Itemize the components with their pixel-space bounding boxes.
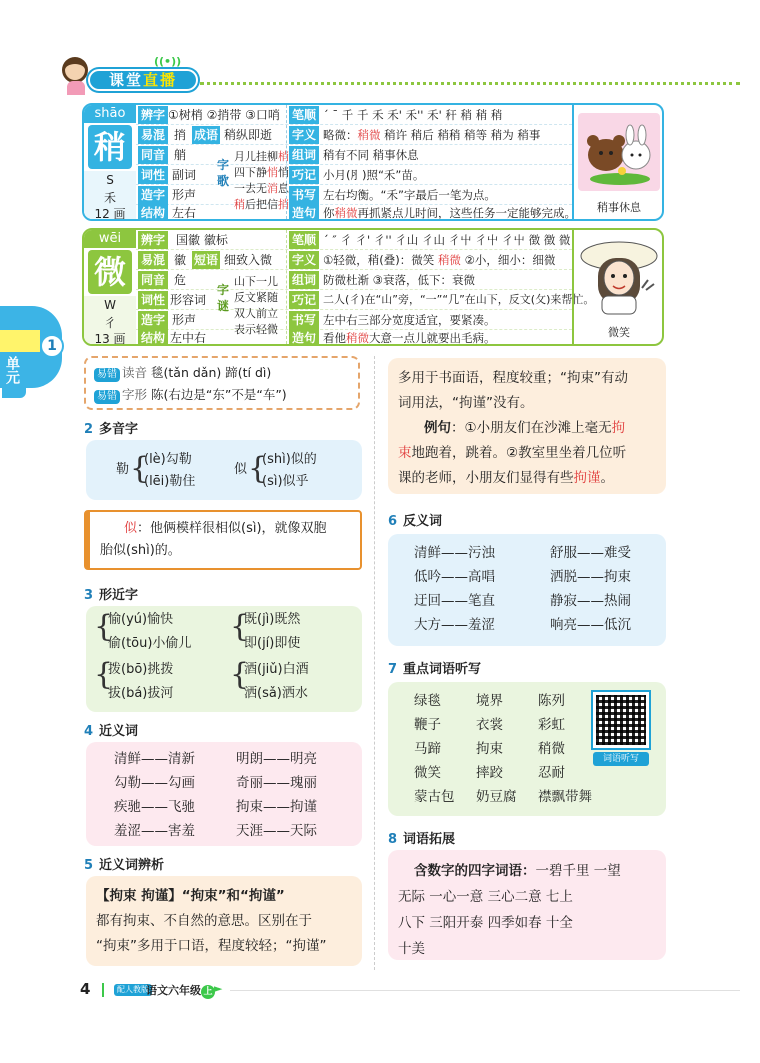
common-mistakes-box [84,356,360,410]
qiaoji-value: 小月(⺼)照“禾”苗。 [323,168,425,182]
label-tongyin: 同音 [138,271,168,289]
zige-line-4: 稍后把信捎 [234,198,289,211]
label-ziyi: 字义 [289,126,319,144]
label-bianzi: 辨字 [138,231,168,249]
tip-character-form: 易错 字形 陈(右边是“东”不是“车”) [94,384,350,406]
example-line: 束地跑着，跳着。②教室里坐着几位听 [398,445,627,461]
publisher-badge: 配人教版 [114,984,152,996]
ziyi-value: ①轻微，稍(叠)：微笑 稍微 ②小，细小：细微 [323,253,556,267]
zige-line-1: 月儿挂柳梢 [234,150,289,163]
synonym-pair: 清鲜——清新 [114,751,195,767]
big-character: 稍 [88,125,132,169]
label-zaoju: 造句 [289,329,319,346]
similar-char-item: 即(jí)即使 [244,636,301,651]
dictation-word: 陈列 [538,693,565,709]
polyphonic-reading: (shì)似的 [262,452,317,467]
label-yixie: 易混 [138,251,168,269]
dictation-word: 摔跤 [476,765,503,781]
brace-icon: { [94,657,114,692]
side-tab-stripe [0,330,40,352]
cixing-value: 形容词 [170,293,207,307]
tongyin-value: 艄 [174,148,187,162]
brace-icon: { [230,657,250,692]
zimi-line-2: 反文紧随 [234,291,278,304]
jiegou-value: 左中右 [170,331,207,345]
similar-char-item: 既(jì)既然 [244,612,301,627]
section-title-tuozhan: 8 词语拓展 [388,832,456,847]
antonym-pair: 迂回——笔直 [414,593,495,609]
header-divider [200,82,740,85]
example-line: 课的老师，小朋友们显得有些拘谨。 [398,470,614,486]
brace-icon: { [230,609,250,644]
dictation-word: 绿毯 [414,693,441,709]
dictation-box [388,682,666,816]
analysis-line: “拘束”多用于口语，程度较轻；“拘谨” [96,938,327,954]
broadcast-signal-icon: ((•)) [154,55,182,68]
similar-chars-box [86,606,362,712]
similar-char-item: 愉(yú)愉快 [108,612,174,627]
brace-icon: { [248,451,268,486]
label-zaozi: 造字 [138,311,168,329]
radical: 禾 [84,189,136,207]
synonym-pair: 奇丽——瑰丽 [236,775,317,791]
synonym-pair: 羞涩——害羞 [114,823,195,839]
chengyu-value: 稍纵即逝 [224,128,273,142]
zaozi-value: 形声 [172,188,197,202]
section-title-tingxie: 7 重点词语听写 [388,662,482,677]
polyphonic-char-1: 勒 [116,462,130,477]
illustration-caption: 微笑 [608,326,630,339]
zuci-value: 防微杜渐 ③衰落，低下：衰微 [323,273,475,287]
dictation-word: 衣裳 [476,717,503,733]
section-title-bianxi: 5 近义词辨析 [84,858,165,873]
synonym-analysis-box [86,876,362,966]
yixie-value: 捎 [174,128,187,142]
label-zaoju: 造句 [289,204,319,221]
footer-line [230,990,740,991]
label-cixing: 词性 [138,166,168,184]
polyphonic-box [86,440,362,500]
analysis-line: 词用法，“拘谨”没有。 [398,395,534,411]
label-shuxie: 书写 [289,311,319,329]
section-header [58,55,738,95]
header-badge: 课堂直播 [88,69,198,91]
unit-label: 单元 [2,352,26,398]
polyphonic-char-2: 似 [234,462,248,477]
illustration-box [572,230,662,344]
dictation-word: 微笑 [414,765,441,781]
synonym-pair: 明朗——明亮 [236,751,317,767]
jiegou-value: 左右 [172,206,197,220]
antonym-pair: 静寂——热闹 [550,593,631,609]
dictation-word: 蒙古包 [414,789,455,805]
dictation-word: 稍微 [538,741,565,757]
dictation-word: 境界 [476,693,503,709]
antonym-pair: 舒服——难受 [550,545,631,561]
extension-line: 无际 一心一意 三心二意 七上 [398,889,573,905]
book-grade: 语文六年级 上 [146,982,215,999]
label-tongyin: 同音 [138,146,168,164]
analysis-line: 多用于书面语，程度较重；“拘束”有动 [398,370,628,386]
example-line: 例句：①小朋友们在沙滩上毫无拘 [424,420,626,436]
section-title-xingjin: 3 形近字 [84,588,139,603]
polyphonic-example-note: 似：他俩模样很相似(sì)，就像双胞 胎似(shì)的。 [84,510,362,570]
dictation-word: 奶豆腐 [476,789,517,805]
tip-badge: 易错 [94,368,120,382]
label-qiaoji: 巧记 [289,291,319,309]
synonym-pair: 勾勒——勾画 [114,775,195,791]
similar-char-item: 洒(sǎ)洒水 [244,686,308,701]
label-jiegou: 结构 [138,329,168,346]
qiaoji-value: 二人(彳)在“山”旁，“一”“几”在山下，反文(攵)来帮忙。 [323,293,595,306]
zuci-value: 稍有不同 稍事休息 [323,148,419,162]
synonym-pair: 疾驰——飞驰 [114,799,195,815]
bishun-value: ˊ ˉ 千 千 禾 禾' 禾'' 禾' 秆 稍 稍 稍 [323,108,503,122]
synonym-pair: 拘束——拘谨 [236,799,317,815]
pinyin: shāo [84,105,136,123]
arrow-right-icon: ► [214,982,223,995]
initial: W [84,296,136,314]
zige-line-2: 四下静悄悄 [234,166,289,179]
zimi-line-3: 双人前立 [234,307,278,320]
smiling-girl-illustration-icon [576,234,662,318]
similar-char-item: 拨(bō)挑拨 [108,662,174,677]
dictation-word: 彩虹 [538,717,565,733]
label-cixing: 词性 [138,291,168,309]
antonym-pair: 低吟——高唱 [414,569,495,585]
char-card-shao [82,103,664,221]
dictation-word: 襟飘带舞 [538,789,592,805]
label-bishun: 笔顺 [289,231,319,249]
zaozi-value: 形声 [172,313,197,327]
section-title-duoyin: 2 多音字 [84,422,139,437]
brace-icon: { [94,609,114,644]
char-card-wei [82,228,664,346]
label-bishun: 笔顺 [289,106,319,124]
label-ziyi: 字义 [289,251,319,269]
antonyms-box [388,534,666,646]
bear-rabbit-illustration-icon [576,111,662,193]
polyphonic-reading: (lēi)勒住 [144,474,196,489]
extension-line: 十美 [398,941,425,957]
qr-code-icon[interactable] [593,692,649,748]
antonym-pair: 清鲜——污浊 [414,545,495,561]
column-divider [374,356,375,970]
zimi-line-4: 表示轻微 [234,323,278,336]
volume-badge: 上 [201,985,215,999]
label-bianzi: 辨字 [138,106,168,124]
bianzi-value: ①树梢 ②捎带 ③口哨 [168,108,280,122]
synonym-analysis-continued [388,358,666,494]
synonyms-box [86,742,362,846]
brace-icon: { [130,451,150,486]
page-footer [80,980,740,1000]
shuxie-value: 左中右三部分宽度适宜，要紧凑。 [323,313,496,327]
label-zige: 字歌 [216,158,229,188]
duanyu-value: 细致入微 [224,253,273,267]
bishun-value: ˊ ″ 彳 彳' 彳'' 彳山 彳山 彳屮 彳屮 彳屮 徴 徴 微 [323,233,571,247]
similar-char-item: 酒(jiǔ)白酒 [244,662,309,677]
zige-line-3: 一去无消息 [234,182,289,195]
label-chengyu: 成语 [193,128,218,142]
strokes: 13 画 [84,330,136,346]
dictation-word: 拘束 [476,741,503,757]
label-zimi: 字谜 [216,283,229,313]
yixie-value: 徽 [174,253,187,267]
zaoju-value: 看他稍微大意一点儿就要出毛病。 [323,331,496,345]
label-jiegou: 结构 [138,204,168,221]
antonym-pair: 洒脱——拘束 [550,569,631,585]
initial: S [84,171,136,189]
polyphonic-reading: (lè)勾勒 [144,452,192,467]
similar-char-item: 偷(tōu)小偷儿 [108,636,192,651]
label-zuci: 组词 [289,146,319,164]
antonym-pair: 响亮——低沉 [550,617,631,633]
cixing-value: 副词 [172,168,197,182]
extension-line: 八下 三阳开泰 四季如春 十全 [398,915,573,931]
strokes: 12 画 [84,205,136,221]
analysis-line: 【拘束 拘谨】“拘束”和“拘谨” [96,888,285,904]
radical: 彳 [84,314,136,332]
zimi-line-1: 山下一儿 [234,275,278,288]
tip-badge: 易错 [94,390,120,404]
tongyin-value: 危 [174,273,187,287]
label-zaozi: 造字 [138,186,168,204]
zaoju-value: 你稍微再抓紧点儿时间，这些任务一定能够完成。 [323,206,576,220]
bianzi-value: 国徽 徽标 [176,233,228,247]
word-extension-box [388,850,666,960]
antonym-pair: 大方——羞涩 [414,617,495,633]
page-number: 4 [80,980,91,998]
extension-line: 含数字的四字词语：一碧千里 一望 [414,863,621,879]
synonym-pair: 天涯——天际 [236,823,317,839]
unit-number: 1 [40,334,64,358]
shuxie-value: 左右均衡。“禾”字最后一笔为点。 [323,188,496,202]
label-zuci: 组词 [289,271,319,289]
polyphonic-reading: (sì)似乎 [262,474,309,489]
ziyi-value: 略微：稍微 稍许 稍后 稍稍 稍等 稍为 稍事 [323,128,541,142]
qr-code-label: 词语听写 [593,752,649,766]
label-duanyu: 短语 [193,253,218,267]
big-character: 微 [88,250,132,294]
dictation-word: 忍耐 [538,765,565,781]
label-yixie: 易混 [138,126,168,144]
illustration-caption: 稍事休息 [597,201,641,214]
analysis-line: 都有拘束、不自然的意思。区别在于 [96,913,312,929]
dictation-word: 鞭子 [414,717,441,733]
section-title-fanyi: 6 反义词 [388,514,443,529]
similar-char-item: 拔(bá)拔河 [108,686,174,701]
label-qiaoji: 巧记 [289,166,319,184]
tip-pronunciation: 易错 读音 毯(tǎn dǎn) 蹄(tí dì) [94,362,350,384]
footer-bar [102,983,104,997]
pinyin: wēi [84,230,136,248]
dictation-word: 马蹄 [414,741,441,757]
label-shuxie: 书写 [289,186,319,204]
illustration-box [572,105,662,219]
section-title-jinyi: 4 近义词 [84,724,139,739]
